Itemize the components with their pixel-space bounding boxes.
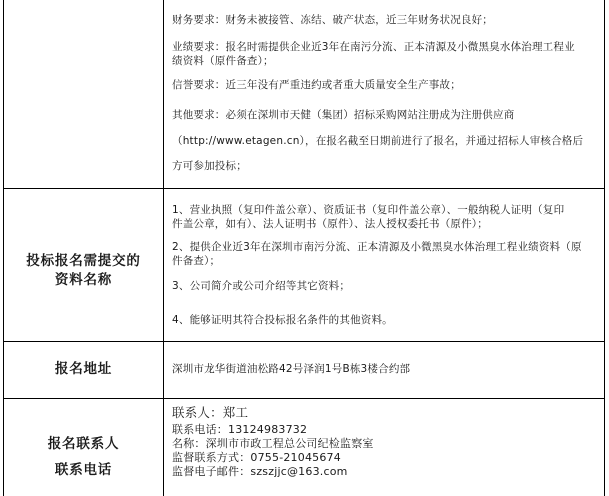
contact-label — [4, 431, 163, 483]
contact-label-line2: 联系电话 — [54, 462, 113, 478]
material-item-2-line1: 2、提供企业近3年在深圳市南污分流、正本清源及小微黑臭水体治理工程业绩资料（原 — [172, 241, 582, 253]
material-item-4: 4、能够证明其符合投标报名条件的其他资料。 — [172, 314, 393, 326]
material-item-2-line2: 件备查）； — [172, 255, 221, 267]
material-item-1-line1: 1、营业执照（复印件盖公章）、资质证书（复印件盖公章）、一般纳税人证明（复印 — [172, 204, 565, 216]
other-requirement-line1: 其他要求：必须在深圳市天健（集团）招标采购网站注册成为注册供应商 — [172, 109, 515, 121]
credit-requirement: 信誉要求：近三年没有严重违约或者重大质量安全生产事故； — [172, 79, 461, 91]
table-border-right — [604, 0, 605, 496]
row-divider-1 — [3, 188, 605, 189]
address-label: 报名地址 — [54, 361, 113, 377]
supervise-email[interactable]: 监督电子邮件：szszjjc@163.com — [172, 465, 348, 478]
contact-label-line1: 报名联系人 — [47, 436, 120, 452]
table-column-divider — [163, 0, 164, 496]
other-requirement-line3: 方可参加投标； — [172, 160, 247, 172]
materials-label-line2: 资料名称 — [54, 272, 113, 288]
materials-label-line1: 投标报名需提交的 — [26, 253, 141, 269]
table-border-left — [3, 0, 4, 496]
supervise-phone: 监督联系方式：0755-21045674 — [172, 451, 341, 464]
material-item-1-line2: 件盖公章，如有）、法人证明书（原件）、法人授权委托书（原件）； — [172, 218, 488, 230]
performance-requirement-line2: 绩资料（原件备查）； — [172, 55, 274, 67]
other-requirement-line2: （http://www.etagen.cn），在报名截至日期前进行了报名，并通过招标人审核合格后 — [172, 135, 584, 147]
finance-requirement: 财务要求：财务未被接管、冻结、破产状态，近三年财务状况良好； — [172, 14, 493, 26]
material-item-3: 3、公司简介或公司介绍等其它资料； — [172, 280, 351, 292]
row-divider-3 — [3, 398, 605, 399]
materials-label — [4, 252, 163, 290]
contact-org: 名称：深圳市市政工程总公司纪检监察室 — [172, 437, 374, 450]
row-divider-2 — [3, 341, 605, 342]
address-value: 深圳市龙华街道油松路42号泽润1号B栋3楼合约部 — [172, 363, 411, 375]
contact-person: 联系人：郑工 — [172, 405, 249, 420]
performance-requirement-line1: 业绩要求：报名时需提供企业近3年在南污分流、正本清源及小微黑臭水体治理工程业 — [172, 41, 575, 53]
contact-phone: 联系电话：13124983732 — [172, 423, 308, 436]
